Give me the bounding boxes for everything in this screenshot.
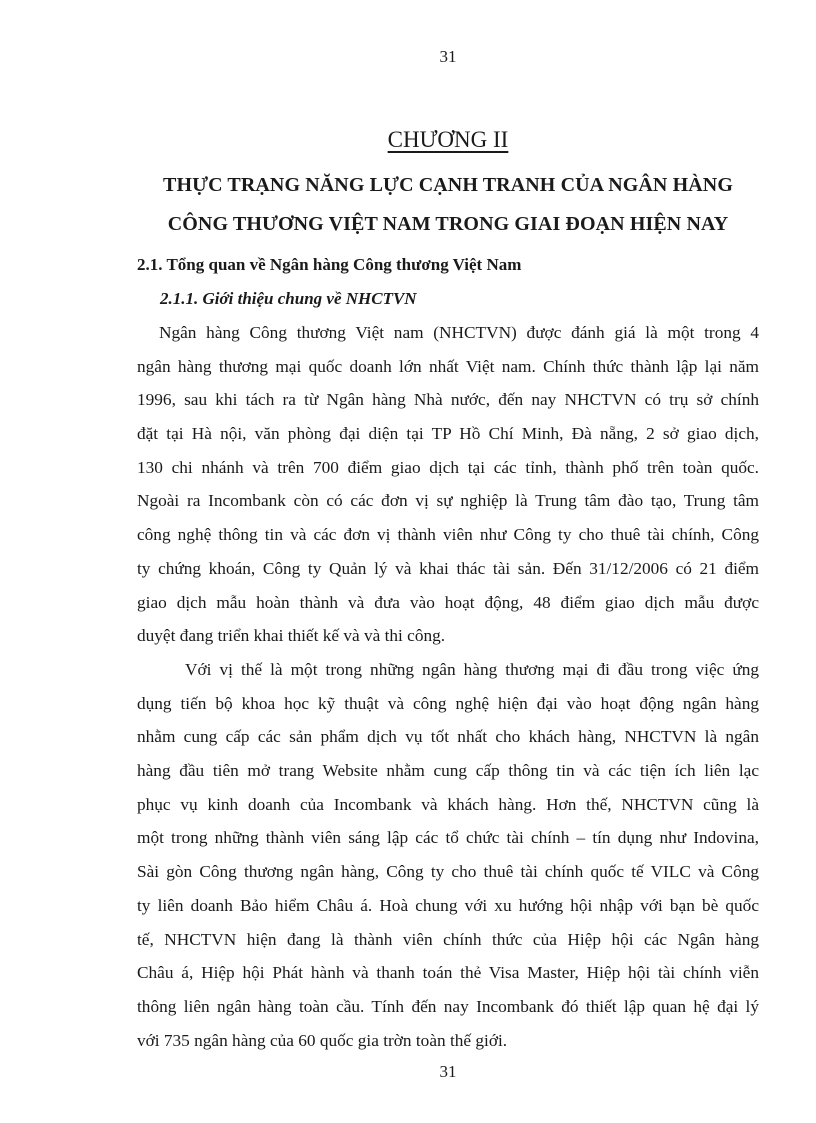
paragraph-line: giao dịch mẫu hoàn thành và đưa vào hoạt động, 48 điểm giao dịch mẫu được xyxy=(137,592,759,612)
paragraph-line: Sài gòn Công thương ngân hàng, Công ty cho thuê tài chính quốc tế VILC và Công xyxy=(137,862,759,882)
subsection-title: 2.1.1. Giới thiệu chung về NHCTVN xyxy=(160,289,417,308)
paragraph-line: duyệt đang triển khai thiết kế và và thi công. xyxy=(137,626,446,646)
paragraph-1 xyxy=(137,316,759,653)
paragraph-line: nhằm cung cấp các sản phẩm dịch vụ tốt nhất cho khách hàng, NHCTVN là ngân xyxy=(137,727,759,747)
chapter-title: CHƯƠNG II xyxy=(387,127,509,152)
paragraph-line: Với vị thế là một trong những ngân hàng thương mại đi đầu trong việc ứng xyxy=(185,660,759,679)
paragraph-line: thông liên ngân hàng toàn cầu. Tính đến nay Incombank đó thiết lập quan hệ đại lý xyxy=(137,996,759,1016)
paragraph-line: một trong những thành viên sáng lập các tổ chức tài chính – tín dụng như Indovina, xyxy=(137,828,759,848)
paragraph-line: 130 chi nhánh và trên 700 điểm giao dịch tại các tỉnh, thành phố trên toàn quốc. xyxy=(137,457,759,477)
paragraph-line: dụng tiến bộ khoa học kỹ thuật và công nghệ hiện đại vào hoạt động ngân hàng xyxy=(137,693,759,713)
paragraph-line: Châu á, Hiệp hội Phát hành và thanh toán thẻ Visa Master, Hiệp hội tài chính viễn xyxy=(137,963,759,983)
paragraph-line: ty liên doanh Bảo hiểm Châu á. Hoà chung với xu hướng hội nhập với bạn bè quốc xyxy=(137,895,759,915)
paragraph-line: phục vụ kinh doanh của Incombank và khách hàng. Hơn thế, NHCTVN cũng là xyxy=(137,794,759,814)
paragraph-line: ngân hàng thương mại quốc doanh lớn nhất Việt nam. Chính thức thành lập lại năm xyxy=(137,356,759,376)
paragraph-line: Ngoài ra Incombank còn có các đơn vị sự nghiệp là Trung tâm đào tạo, Trung tâm xyxy=(137,491,759,511)
paragraph-line: đặt tại Hà nội, văn phòng đại diện tại TP Hồ Chí Minh, Đà nẵng, 2 sở giao dịch, xyxy=(137,424,759,444)
paragraph-line: tế, NHCTVN hiện đang là thành viên chính thức của Hiệp hội các Ngân hàng xyxy=(137,929,759,949)
paragraph-line: hàng đầu tiên mở trang Website nhằm cung cấp thông tin và các tiện ích liên lạc xyxy=(137,761,759,781)
paragraph-line: ty chứng khoán, Công ty Quản lý và khai thác tài sản. Đến 31/12/2006 có 21 điểm xyxy=(137,558,759,578)
paragraph-line: công nghệ thông tin và các đơn vị thành viên như Công ty cho thuê tài chính, Công xyxy=(137,525,759,545)
paragraph-line: Ngân hàng Công thương Việt nam (NHCTVN) được đánh giá là một trong 4 xyxy=(159,323,759,342)
paragraph-line: với 735 ngân hàng của 60 quốc gia trờn toàn thế giới. xyxy=(137,1030,508,1050)
page-number-bottom: 31 xyxy=(439,1062,457,1081)
paragraph-2 xyxy=(137,653,759,1057)
chapter-heading-line-1: THỰC TRẠNG NĂNG LỰC CẠNH TRANH CỦA NGÂN HÀNG xyxy=(163,174,733,196)
chapter-heading-line-2: CÔNG THƯƠNG VIỆT NAM TRONG GIAI ĐOẠN HIỆN NAY xyxy=(167,213,729,235)
page-number-top: 31 xyxy=(439,47,457,66)
paragraph-line: 1996, sau khi tách ra từ Ngân hàng Nhà nước, đến nay NHCTVN có trụ sở chính xyxy=(137,390,759,410)
section-title: 2.1. Tổng quan về Ngân hàng Công thương Việt Nam xyxy=(137,255,522,274)
